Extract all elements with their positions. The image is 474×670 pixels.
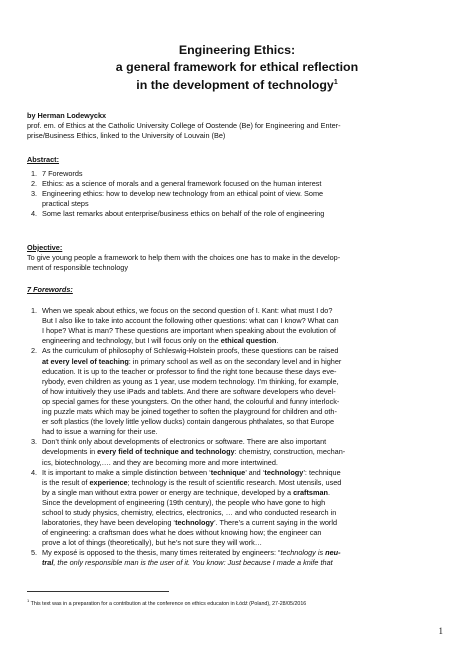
foreword-text: by a single man without extra power or energy are technique, developed by a <box>42 487 294 497</box>
foreword-emphasis: tral <box>42 558 54 568</box>
foreword-text: ’: technique <box>303 467 341 477</box>
foreword-line <box>42 357 440 367</box>
foreword-item-number: 2. <box>31 346 38 356</box>
foreword-text: ’ and ‘ <box>245 467 265 477</box>
foreword-line: had to issue a warning for their use. <box>42 427 158 437</box>
title-line-1: Engineering Ethics: <box>178 43 296 57</box>
foreword-text: . <box>276 336 279 346</box>
foreword-line <box>42 488 440 498</box>
page-number: 1 <box>438 626 443 636</box>
forewords-heading: 7 Forewords: <box>27 285 73 294</box>
abstract-list <box>27 169 440 219</box>
foreword-item-number: 1. <box>31 306 38 316</box>
footnote-marker: 1 <box>27 598 30 603</box>
foreword-line <box>42 558 440 568</box>
footnote <box>27 597 444 608</box>
foreword-line: of engineering: a craftsman does what he does without knowing how; the engineer can <box>42 528 322 538</box>
title-line-3-text: in the development of technology <box>136 78 334 93</box>
foreword-text: ; technology is the result of scientific research. Most utensils, used <box>127 477 342 487</box>
abstract-item <box>27 179 440 189</box>
foreword-line: er soft plastics (the lovely little yellow ducks) contain dangerous phthalates, so that Europe <box>42 417 335 427</box>
title-footnote-marker[interactable]: 1 <box>333 79 338 86</box>
forewords-list <box>27 306 440 568</box>
abstract-item-number: 3. <box>31 189 38 199</box>
foreword-line: prove a lot of things (theoretically), but he’s not sure they will work… <box>42 538 263 548</box>
foreword-line: Since the development of engineering (19th century), the people who have gone to high <box>42 497 326 507</box>
objective-line-1: To give young people a framework to help them with the choices one has to make in the develop- <box>27 253 341 263</box>
foreword-item-number: 4. <box>31 467 38 477</box>
foreword-text: laboratories, they have been developing ‘ <box>42 518 176 528</box>
foreword-line: As the curriculum of philosophy of Schleswig-Holstein proofs, these questions can be raised <box>42 346 339 356</box>
objective-section <box>27 243 440 273</box>
foreword-item-5 <box>27 548 440 568</box>
foreword-text: My exposé is opposed to the thesis, many times reiterated by engineers: “ <box>42 548 281 558</box>
foreword-emphasis: neu- <box>325 548 341 558</box>
abstract-item <box>27 169 440 179</box>
foreword-italic: technology is <box>280 548 326 558</box>
foreword-line: op special games for these youngsters. On the other hand, the colourful and funny interlock- <box>42 396 340 406</box>
foreword-line <box>42 336 440 346</box>
foreword-item-number: 3. <box>31 437 38 447</box>
foreword-line <box>42 518 440 528</box>
foreword-text: engineering and technology, but I will focus only on the <box>42 336 221 346</box>
foreword-item-4 <box>27 468 440 549</box>
foreword-line <box>42 468 440 478</box>
objective-line-2: ment of responsible technology <box>27 263 129 273</box>
foreword-text: developments in <box>42 447 98 457</box>
abstract-item-text: 7 Forewords <box>42 169 83 179</box>
abstract-item-text: Some last remarks about enterprise/business ethics on behalf of the role of engineering <box>42 209 325 219</box>
foreword-line: When we speak about ethics, we focus on the second question of I. Kant: what must I do? <box>42 306 333 316</box>
abstract-heading: Abstract: <box>27 155 60 164</box>
abstract-item-text: Engineering ethics: how to develop new technology from an ethical point of view. Some <box>42 189 324 199</box>
foreword-emphasis: experience <box>89 477 128 487</box>
foreword-line: school to study physics, chemistry, electrics, electronics, … and who conducted research in <box>42 507 337 517</box>
foreword-line: I hope? What is man? These questions are important when speaking about the evolution of <box>42 326 336 336</box>
abstract-item <box>27 209 440 219</box>
abstract-item-number: 4. <box>31 209 38 219</box>
foreword-line <box>42 548 440 558</box>
foreword-emphasis: ethical question <box>220 336 277 346</box>
foreword-item-1 <box>27 306 440 346</box>
foreword-line: ics, biotechnology,…. and they are becoming more and more intertwined. <box>42 457 278 467</box>
objective-heading: Objective: <box>27 243 63 252</box>
foreword-emphasis: at every level of teaching <box>42 356 129 366</box>
footnote-text: This text was in a preparation for a contribution at the conference on ethics educaton in Łódź (Poland), 27-28/05/2016 <box>30 600 307 607</box>
title-line-3 <box>30 75 444 94</box>
foreword-line <box>42 447 440 457</box>
foreword-emphasis: technology <box>175 518 214 528</box>
foreword-emphasis: craftsman <box>293 487 328 497</box>
foreword-text: . <box>327 487 331 497</box>
foreword-line: But I also like to take into account the following other questions: what can I know? What can <box>42 316 339 326</box>
foreword-emphasis: technology <box>264 467 304 477</box>
abstract-section <box>27 155 440 220</box>
document-title <box>30 42 444 94</box>
forewords-section <box>27 285 440 569</box>
abstract-item <box>27 189 440 209</box>
author-affiliation-line-2: prise/Business Ethics, linked to the University of Louvain (Be) <box>27 131 226 141</box>
foreword-text: ’. There’s a current saying in the world <box>213 518 338 528</box>
foreword-text: : in primary school as well as on the secondary level and in higher <box>128 356 342 366</box>
author-affiliation-line-1: prof. em. of Ethics at the Catholic University College of Oostende (Be) for Engineering and Enter- <box>27 121 341 131</box>
foreword-item-2 <box>27 346 440 437</box>
title-line-2: a general framework for ethical reflection <box>115 59 359 74</box>
abstract-item-number: 2. <box>31 179 38 189</box>
foreword-text: : chemistry, construction, mechan- <box>234 447 346 457</box>
foreword-line: Don’t think only about developments of electronics or software. There are also important <box>42 437 327 447</box>
foreword-line <box>42 478 440 488</box>
foreword-line: education. It is up to the teacher or professor to find the right tone because these days eve- <box>42 366 337 376</box>
footnote-divider <box>27 591 169 592</box>
foreword-item-3 <box>27 437 440 467</box>
abstract-item-text: practical steps <box>42 199 89 209</box>
foreword-text: is the result of <box>42 477 90 487</box>
author-byline: by Herman Lodewyckx <box>27 111 107 120</box>
foreword-line: of how intuitively they use iPads and tablets. And there are software developers who devel- <box>42 386 336 396</box>
foreword-line: ing puzzle mats which may be joined together to soften the playground for children and oth- <box>42 407 337 417</box>
foreword-italic: , the only responsible man is the user of it. You know: Just because I made a knife that <box>53 558 333 568</box>
foreword-emphasis: technique <box>210 467 246 477</box>
foreword-line: rybody, even children as young as 1 year, use modern technology. I’m thinking, for example, <box>42 376 339 386</box>
abstract-item-text: Ethics: as a science of morals and a general framework focused on the human interest <box>42 179 322 189</box>
foreword-emphasis: every field of technique and technology <box>97 447 235 457</box>
author-block <box>27 111 440 141</box>
abstract-item-number: 1. <box>31 169 38 179</box>
foreword-item-number: 5. <box>31 548 38 558</box>
foreword-text: It is important to make a simple distinction between ‘ <box>42 467 211 477</box>
